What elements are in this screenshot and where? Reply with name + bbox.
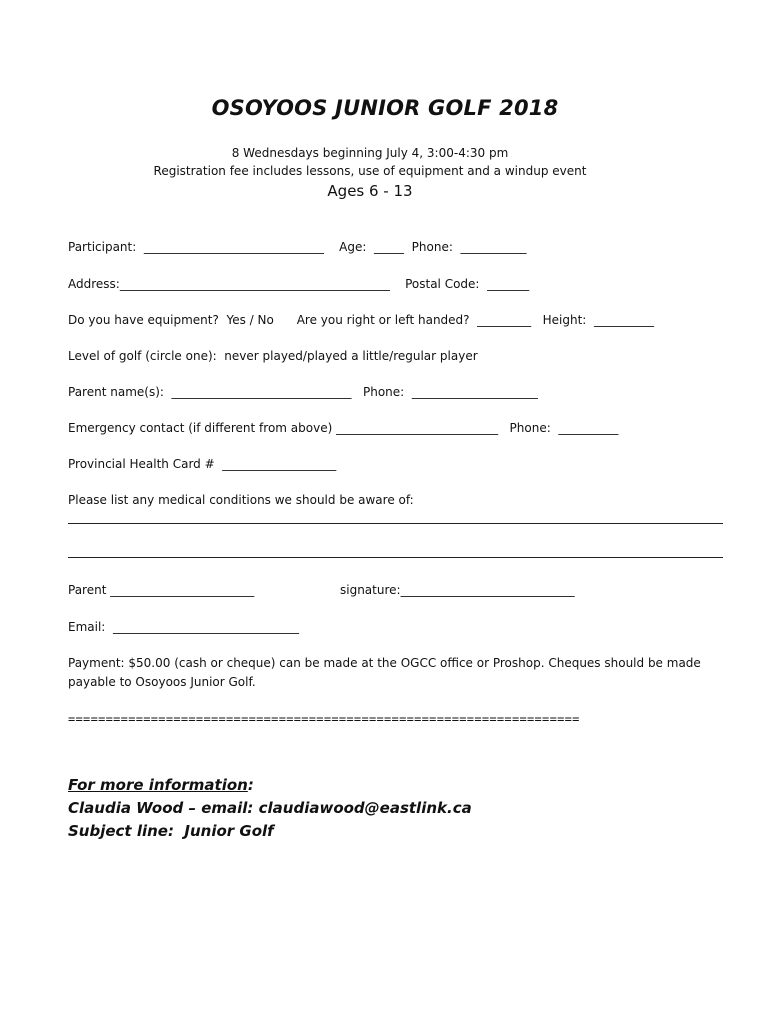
medical-line-2[interactable] (68, 557, 723, 558)
participant-field[interactable]: Participant: ______________________________ Age: _____ Phone: ___________ (68, 240, 527, 254)
subject-line-text: Subject line: Junior Golf (68, 822, 274, 840)
golf-level-field[interactable]: Level of golf (circle one): never played/played a little/regular player (68, 349, 478, 363)
email-field[interactable]: Email: _______________________________ (68, 620, 299, 634)
info-heading (68, 776, 254, 794)
fee-text: Registration fee includes lessons, use of equipment and a windup event (153, 164, 587, 178)
address-field[interactable]: Address:_____________________________________________ Postal Code: _______ (68, 277, 530, 291)
parent-names-field[interactable]: Parent name(s): ______________________________ Phone: _____________________ (68, 385, 538, 399)
health-card-field[interactable]: Provincial Health Card # ___________________ (68, 457, 337, 471)
contact-text: Claudia Wood – email: claudiawood@eastlink.ca (68, 799, 472, 817)
emergency-contact-field[interactable]: Emergency contact (if different from above) ___________________________ Phone: __________ (68, 421, 619, 435)
ages-text: Ages 6 - 13 (327, 182, 413, 200)
payment-text: Payment: $50.00 (cash or cheque) can be made at the OGCC office or Proshop. Cheques should be made payable to Osoyoos Junior Golf. (68, 656, 701, 689)
separator-line: ==================================================================== (68, 712, 580, 726)
signature-field[interactable]: signature:_____________________________ (340, 583, 575, 597)
equipment-field[interactable]: Do you have equipment? Yes / No Are you right or left handed? _________ Height: __________ (68, 313, 654, 327)
page-title: OSOYOOS JUNIOR GOLF 2018 (211, 96, 559, 120)
medical-line-1[interactable] (68, 523, 723, 524)
medical-conditions-label: Please list any medical conditions we should be aware of: (68, 493, 414, 507)
info-heading-text: For more information (68, 776, 248, 794)
parent-field[interactable]: Parent ________________________ (68, 583, 255, 597)
info-heading-colon: : (247, 776, 254, 794)
schedule-text: 8 Wednesdays beginning July 4, 3:00-4:30 pm (231, 146, 509, 160)
